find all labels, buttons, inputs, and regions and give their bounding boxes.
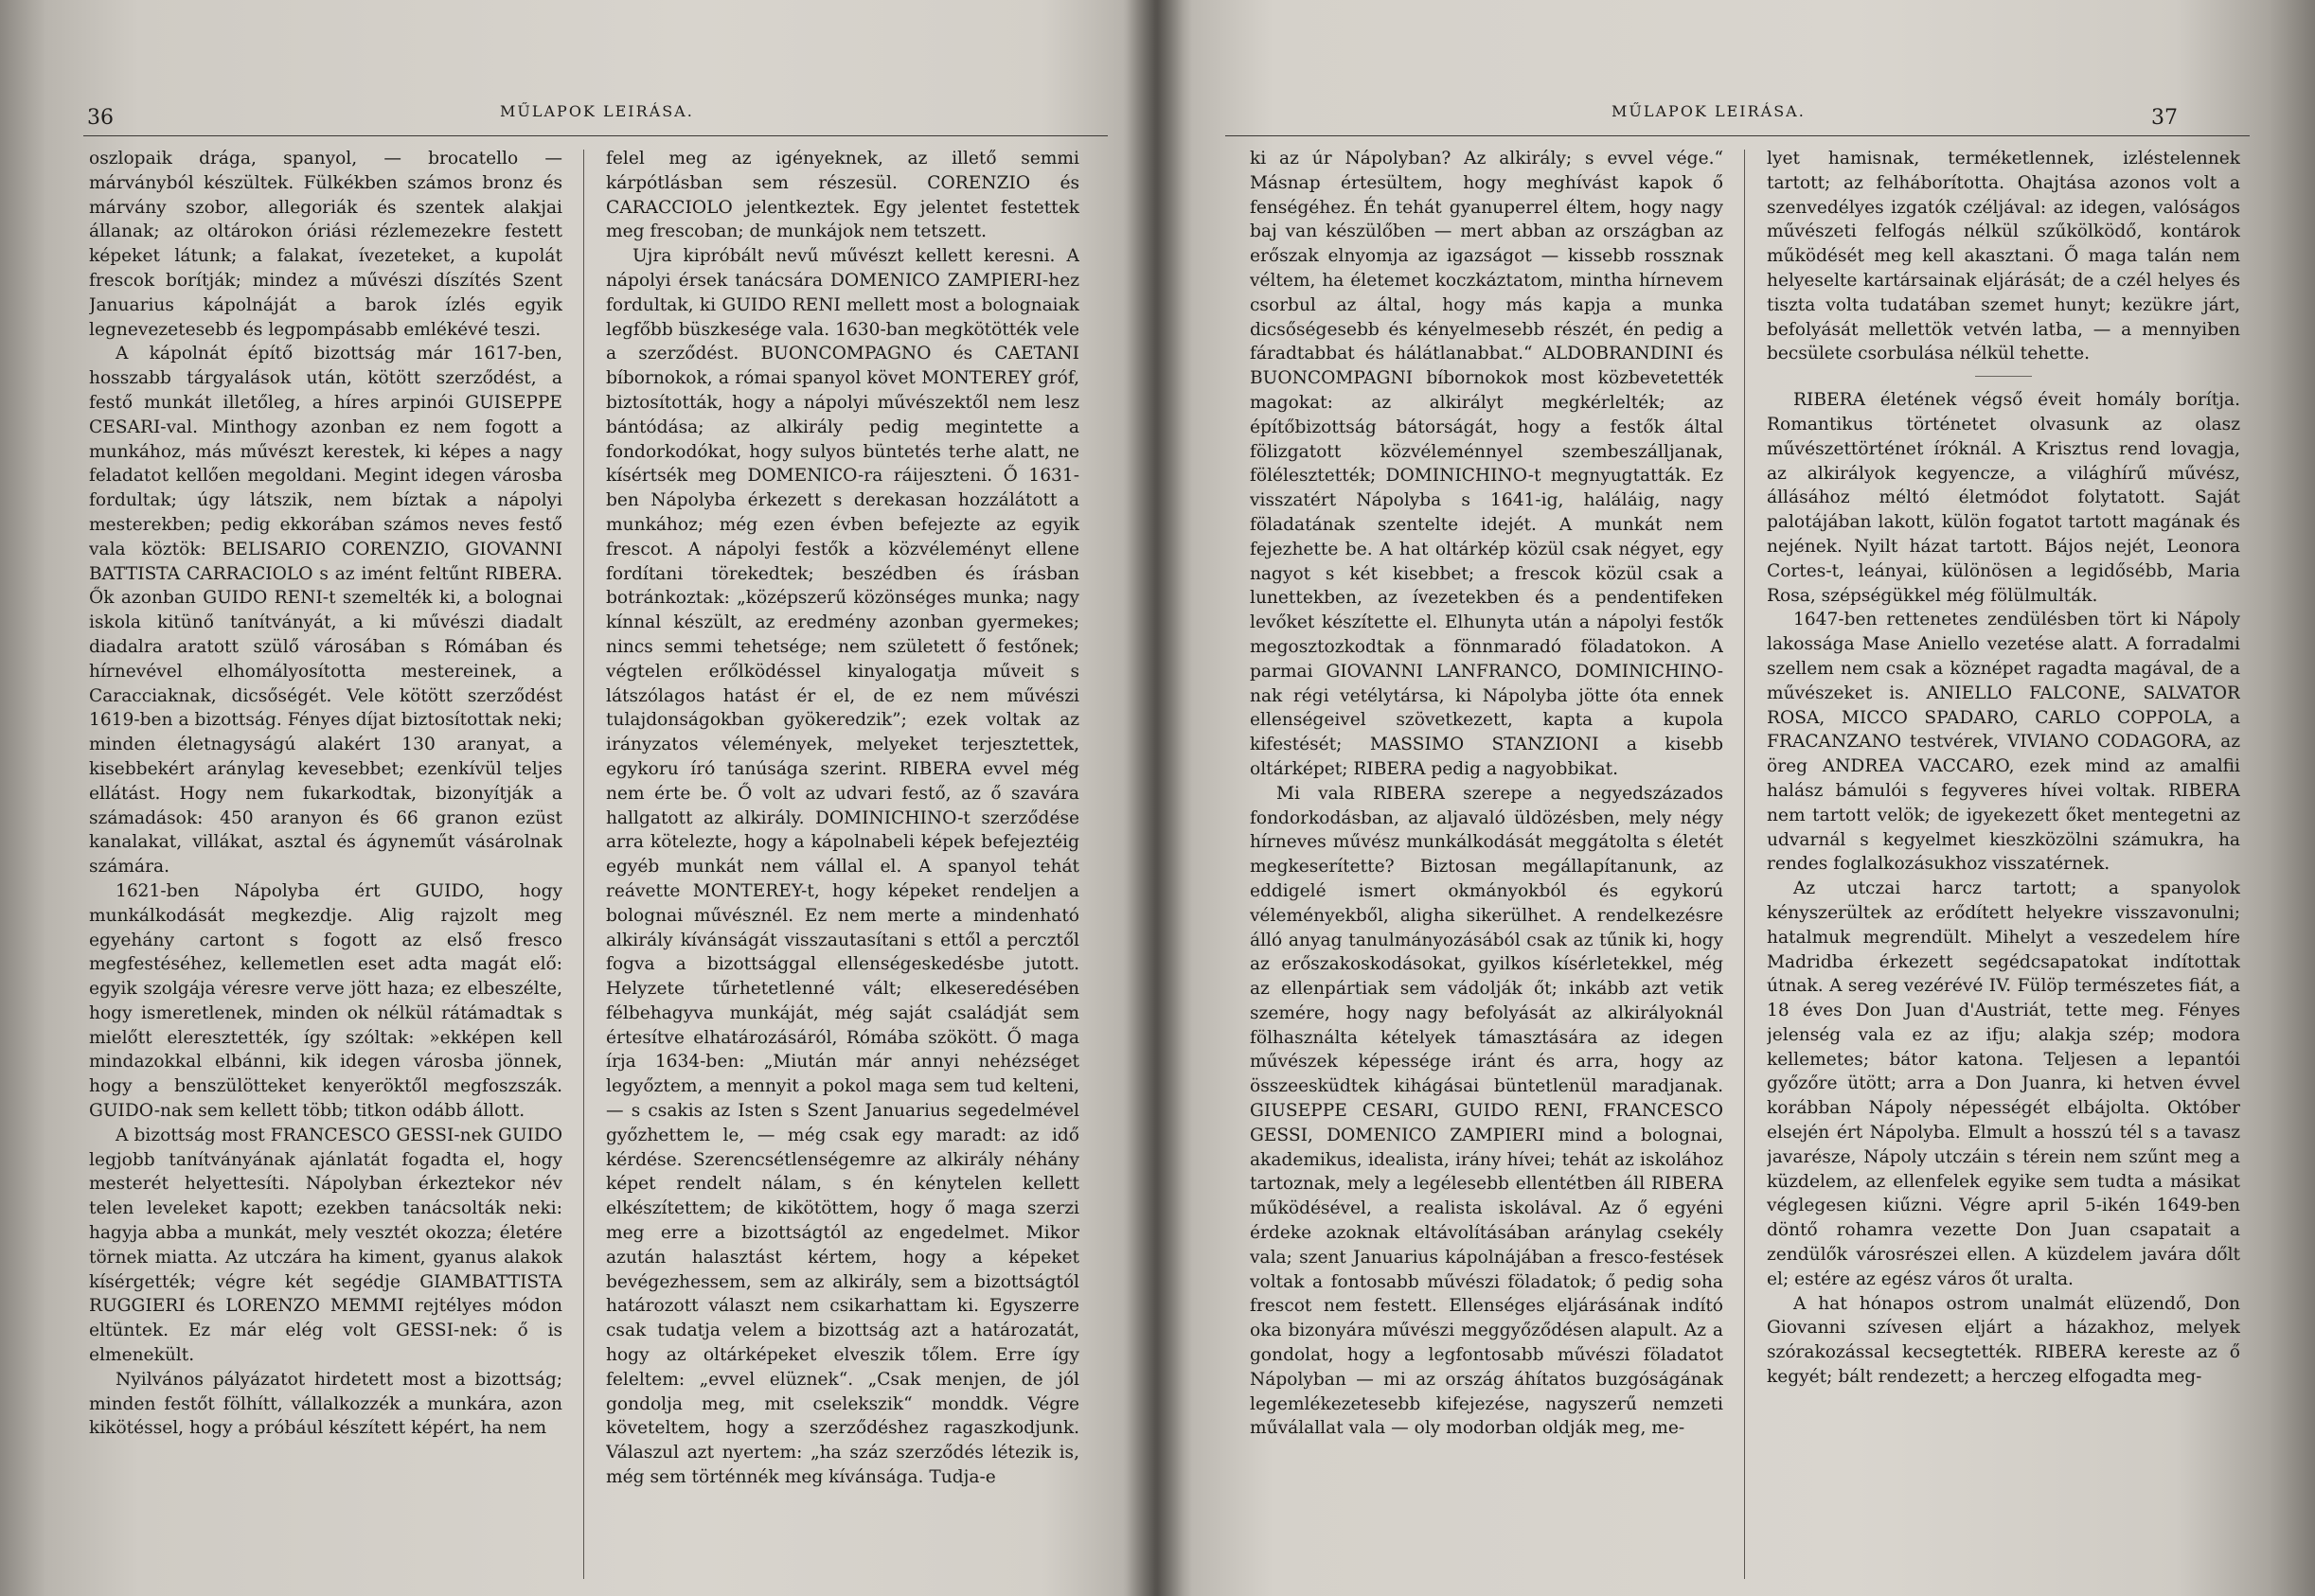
running-head-right: MŰLAPOK LEIRÁSA. <box>1612 102 1806 120</box>
section-separator <box>1975 376 2032 377</box>
column-divider-right <box>1744 150 1745 1579</box>
running-head-left: MŰLAPOK LEIRÁSA. <box>500 102 694 120</box>
paragraph: lyet hamisnak, terméketlennek, izléstelennek tartott; az felháborította. Ohajtása azonos volt a szenvedélyes izgatók czéljával: az idegen, valóságos művészeti felfogás nélkül szűkölködő, kontárok működését meg kell akasztani. Ő maga talán nem helyeselte kartársainak eljárását; de a czél helyes és tiszta volta tudatában szemet hunyt; kezükre járt, befolyását mellettök vetvén latba, — a mennyiben becsülete csorbulása nélkül tehette. <box>1767 149 2240 364</box>
paragraph: ki az úr Nápolyban? Az alkirály; s evvel vége.“ Másnap értesültem, hogy meghívást kapok ő fenségéhez. Én tehát gyanuperrel éltem, hogy nagy baj van készülőben — mert abban az országban az erőszak elnyomja az igazságot — kissebb rossznak véltem, ha életemet koczkáztatom, mintha hírnevem csorbul az által, hogy más kapja a munka dicsőségesebb és kényelmesebb részét, én pedig a fáradtabbat és hálátlanabbat.“ ALDOBRANDINI és BUONCOMPAGNI bíbornokok most közbevetették magokat: az alkirályt megkérlelték; az építőbizottság bátorságát, hogy a festők által fölizgatott közvéleménnyel szembeszálljanak, fölélesztették; DOMINICHINO-t megnyugtatták. Ez visszatért Nápolyba s 1641-ig, haláláig, nagy föladatának szentelte idejét. A munkát nem fejezhette be. A hat oltárkép közül csak négyet, egy nagyot s két kisebbet; a frescok közül csak a lunettekben, az ívezetekben és a pendentifeken levőket készítette el. Elhunyta után a nápolyi festők megosztozkodtak a fönnmaradó föladatokon. A parmai GIOVANNI LANFRANCO, DOMINICHINO-nak régi vetélytársa, ki Nápolyba jötte óta ennek ellenségeivel szövetkezett, kapta a kupola kifestését; MASSIMO STANZIONI a kisebb oltárképet; RIBERA pedig a nagyobbikat. <box>1250 149 1723 779</box>
left-page <box>0 0 1157 1596</box>
paragraph: Mi vala RIBERA szerepe a negyedszázados fondorkodásban, az aljavaló üldözésben, mely négy hírneves művész munkálkodását meggátolta s életét megkeserítette? Biztosan megállapítanunk, az eddigelé ismert okmányokból és egykorú véleményekből, aligha sikerülhet. A rendelkezésre álló anyag tanulmányozásából csak az tűnik ki, hogy az erőszakoskodásokat, gyilkos kísérletekkel, még az ellenpártiak sem vádolják őt; inkább azt vetik szemére, hogy nagy befolyását az alkirályoknál fölhasználta kételyek támasztására az idegen művészek képessége iránt és arra, hogy az összeesküdtek kihágásai büntetlenül maradjanak. GIUSEPPE CESARI, GUIDO RENI, FRANCESCO GESSI, DOMENICO ZAMPIERI mind a bolognai, akademikus, idealista, irány hívei; tehát az iskolához tartoznak, mely a legélesebb ellentétben áll RIBERA működésével, a realista iskolával. Az ő egyéni érdeke azoknak eltávolításában aránylag csekély vala; szent Januarius kápolnájában a fresco-festések voltak a fontosabb művészi föladatok; ő pedig soha frescot nem festett. Ellenséges eljárásának indító oka bizonyára művészi meggyőződésen alapult. Az a gondolat, hogy a legfontosabb művészi föladatot Nápolyban — mi az ország áhítatos buzgóságának legemlékezetesebb kifejezése, nagyszerű nemzeti műválallat vala — oly modorban oldják meg, me- <box>1250 783 1723 1439</box>
paragraph: felel meg az igényeknek, az illető semmi kárpótlásban sem részesül. CORENZIO és CARACCIOLO jelentkeztek. Egy jelentet festettek meg frescoban; de munkájok nem tetszett. <box>606 149 1079 242</box>
paragraph: Az utczai harcz tartott; a spanyolok kényszerültek az erődített helyekre visszavonulni; hatalmuk megrendült. Mihelyt a veszedelem híre Madridba érkezett segédcsapatokat indítottak útnak. A sereg vezérévé IV. Fülöp természetes fiát, a 18 éves Don Juan d'Austriát, tette meg. Fényes jelenség vala ez az ifju; alakja szép; modora kellemetes; bátor katona. Teljesen a lepantói győzőre ütött; arra a Don Juanra, ki hetven évvel korábban Nápoly népességét elbájolta. Október elsején ért Nápolyba. Elmult a hosszú tél s a tavasz javarésze, Nápoly utczáin s térein nem szűnt meg a küzdelem, az ellenfelek egyike sem tudta a másikat véglegesen kiűzni. Végre april 5-ikén 1649-ben döntő rohamra vezette Don Juan csapatait a zendülők városrészei ellen. A küzdelem javára dőlt el; estére az egész város őt uralta. <box>1767 878 2240 1289</box>
paragraph: oszlopaik drága, spanyol, — brocatello — márványból készültek. Fülkékben számos bronz és márvány szobor, allegoriák és szentek alakjai állanak; az oltárokon óriási rézlemezekre festett képeket látunk; a falakat, ívezeteket, a kupolát frescok borítják; mindez a művészi díszítés Szent Januarius kápolnáját a barok ízlés egyik legnevezetesebb és legpompásabb emlékévé teszi. <box>89 149 562 340</box>
paragraph: A bizottság most FRANCESCO GESSI-nek GUIDO legjobb tanítványának ajánlatát fogadta el, hogy mesterét helyettesíti. Nápolyban érkeztekor név telen leveleket kapott; ezekben tanácsolták neki: hagyja abba a munkát, mely vesztét okozza; életére törnek miatta. Az utczára ha kiment, gyanus alakok kísérgették; végre két segédje GIAMBATTISTA RUGGIERI és LORENZO MEMMI rejtélyes módon eltüntek. Ez már elég volt GESSI-nek: ő is elmenekült. <box>89 1125 562 1366</box>
right-page <box>1159 0 2315 1596</box>
page-number-right: 37 <box>2151 106 2178 130</box>
left-page-column-2 <box>606 147 1079 1586</box>
paragraph: A hat hónapos ostrom unalmát elüzendő, Don Giovanni szívesen eljárt a házakhoz, melyek szórakozással kecsegtették. RIBERA kereste az ő kegyét; bált rendezett; a herczeg elfogadta meg- <box>1767 1293 2240 1388</box>
book-gutter <box>1127 0 1184 1596</box>
right-page-column-2 <box>1767 147 2240 1586</box>
left-page-column-1 <box>89 147 562 1586</box>
paragraph: 1621-ben Nápolyba ért GUIDO, hogy munkálkodását megkezdje. Alig rajzolt meg egyehány cartont s fogott az első fresco megfestéséhez, kellemetlen eset adta magát elő: egyik szolgája véresre verve jött haza; ez elbeszélte, hogy ismeretlenek, minden ok nélkül rátámadtak s mielőtt eleresztették, így szóltak: »ekképen kell mindazokkal elbánni, kik idegen városba jönnek, hogy a benszülötteket kenyeröktől megfoszszák. GUIDO-nak sem kellett több; titkon odább állott. <box>89 880 562 1122</box>
paragraph: Nyilvános pályázatot hirdetett most a bizottság; minden festőt fölhítt, vállalkozzék a munkára, azon kikötéssel, hogy a próbául készített képért, ha nem <box>89 1369 562 1439</box>
paragraph: 1647-ben rettenetes zendülésben tört ki Nápoly lakossága Mase Aniello vezetése alatt. A forradalmi szellem nem csak a köznépet ragadta magával, de a művészeket is. ANIELLO FALCONE, SALVATOR ROSA, MICCO SPADARO, CARLO COPPOLA, a FRACANZANO testvérek, VIVIANO CODAGORA, az öreg ANDREA VACCARO, ezek mind az amalfii halász bámulói s fegyveres hívei voltak. RIBERA nem tartott velök; de igyekezett őket mentegetni az udvarnál s kegyelmet kieszközölni számukra, ha rendes foglalkozásukhoz visszatérnek. <box>1767 610 2240 875</box>
paragraph: RIBERA életének végső éveit homály borítja. Romantikus történetet olvasunk az olasz művészettörténet íróknál. A Krisztus rend lovagja, az alkirályok kegyencze, a világhírű művész, állásához méltó életmódot folytatott. Saját palotájában lakott, külön fogatot tartott magának és nejének. Nyilt házat tartott. Bájos nejét, Leonora Cortes-t, leányai, különösen a legidősébb, Maria Rosa, szépségükkel még fölülmulták. <box>1767 390 2240 606</box>
paragraph: Ujra kipróbált nevű művészt kellett keresni. A nápolyi érsek tanácsára DOMENICO ZAMPIERI-hez fordultak, ki GUIDO RENI mellett most a bolognaiak legfőbb büszkesége vala. 1630-ban megkötötték vele a szerződést. BUONCOMPAGNO és CAETANI bíbornokok, a római spanyol követ MONTEREY gróf, biztosították, hogy a nápolyi művészektől nem lesz bántódása; az alkirály pedig megintette a fondorkodókat, hogy sulyos büntetés terhe alatt, ne kísértsék meg DOMENICO-ra ráijeszteni. Ő 1631-ben Nápolyba érkezett s derekasan hozzálátott a munkához; még ezen évben befejezte az egyik frescot. A nápolyi festők a közvéleményt ellene fordítani törekedtek; beszédben és írásban botránkoztak: „középszerű közönséges munka; nagy kínnal készült, az eredmény azonban gyermekes; nincs semmi tehetsége; nem született ő festőnek; végtelen erőlködéssel kinyalogatja műveit s látszólagos hatást ér el, de ez nem művészi tulajdonságokban gyökeredzik”; ezek voltak az irányzatos vélemények, melyeket terjesztettek, egykoru író tanúsága szerint. RIBERA evvel még nem érte be. Ő volt az udvari festő, az ő szavára hallgatott az alkirály. DOMINICHINO-t szerződése arra kötelezte, hogy a kápolnabeli képek befejeztéig egyéb munkát nem vállal el. A spanyol tehát reávette MONTEREY-t, hogy képeket rendeljen a bolognai művésznél. Ez nem merte a mindenható alkirály kívánságát visszautasítani s ettől a percztől fogva a bizottsággal ellenségeskedésbe jutott. Helyzete tűrhetetlenné vált; elkeseredésében félbehagyva munkáját, még saját családját sem értesítve elhatározásáról, Rómába szökött. Ő maga írja 1634-ben: „Miután már annyi nehézséget legyőztem, a mennyit a pokol maga sem tud kelteni, — s csakis az Isten s Szent Januarius segedelmével győzhettem le, — még csak egy maradt: az idő kérdése. Szerencsétlenségemre az alkirály néhány képet rendelt nálam, s én kénytelen kellett elkészítettem; de kikötöttem, hogy ő maga szerzi meg erre a bizottságtól az engedelmet. Mikor azután halasztást kértem, hogy a képeket bevégezhessem, sem az alkirály, sem a bizottságtól határozott választ nem csikarhattam ki. Egyszerre csak tudatja velem a bizottság azt a határozatát, hogy az oltárképeket elveszik tőlem. Erre így feleltem: „evvel elüznek“. „Csak menjen, de jól gondolja meg, mit cselekszik“ monddk. Végre követeltem, hogy a szerződéshez ragaszkodjunk. Válaszul azt nyertem: „ha száz szerződés létezik is, még sem történnék meg kívánsága. Tudja-e <box>606 246 1079 1488</box>
column-divider-left <box>583 150 584 1579</box>
header-rule-left <box>83 135 1108 136</box>
header-rule-right <box>1225 135 2250 136</box>
right-page-column-1 <box>1250 147 1723 1586</box>
paragraph: A kápolnát építő bizottság már 1617-ben, hosszabb tárgyalások után, kötött szerződést, a festő munkát illetőleg, a híres arpinói GUISEPPE CESARI-val. Minthogy azonban ez nem fogott a munkához, más művészt kerestek, ki képes a nagy feladatot kellően megoldani. Megint idegen városba fordultak; úgy látszik, nem bíztak a nápolyi mesterekben; pedig ekkorában számos neves festő vala köztök: BELISARIO CORENZIO, GIOVANNI BATTISTA CARRACIOLO s az imént feltűnt RIBERA. Ők azonban GUIDO RENI-t szemelték ki, a bolognai iskola kitünő tanítványát, a ki művészi diadalt diadalra aratott szülő városában s Rómában és hírnevével elhomályosította mestereinek, a Caracciaknak, dicsőségét. Vele kötött szerződést 1619-ben a bizottság. Fényes díjat biztosítottak neki; minden életnagyságú alakért 130 aranyat, a kisebbekért aránylag kevesebbet; ezenkívül teljes ellátást. Hogy nem fukarkodtak, bizonyítják a számadások: 450 aranyon és 66 granon ezüst kanalakat, villákat, asztal és ágyneműt vásárolnak számára. <box>89 344 562 878</box>
page-number-left: 36 <box>87 106 114 130</box>
